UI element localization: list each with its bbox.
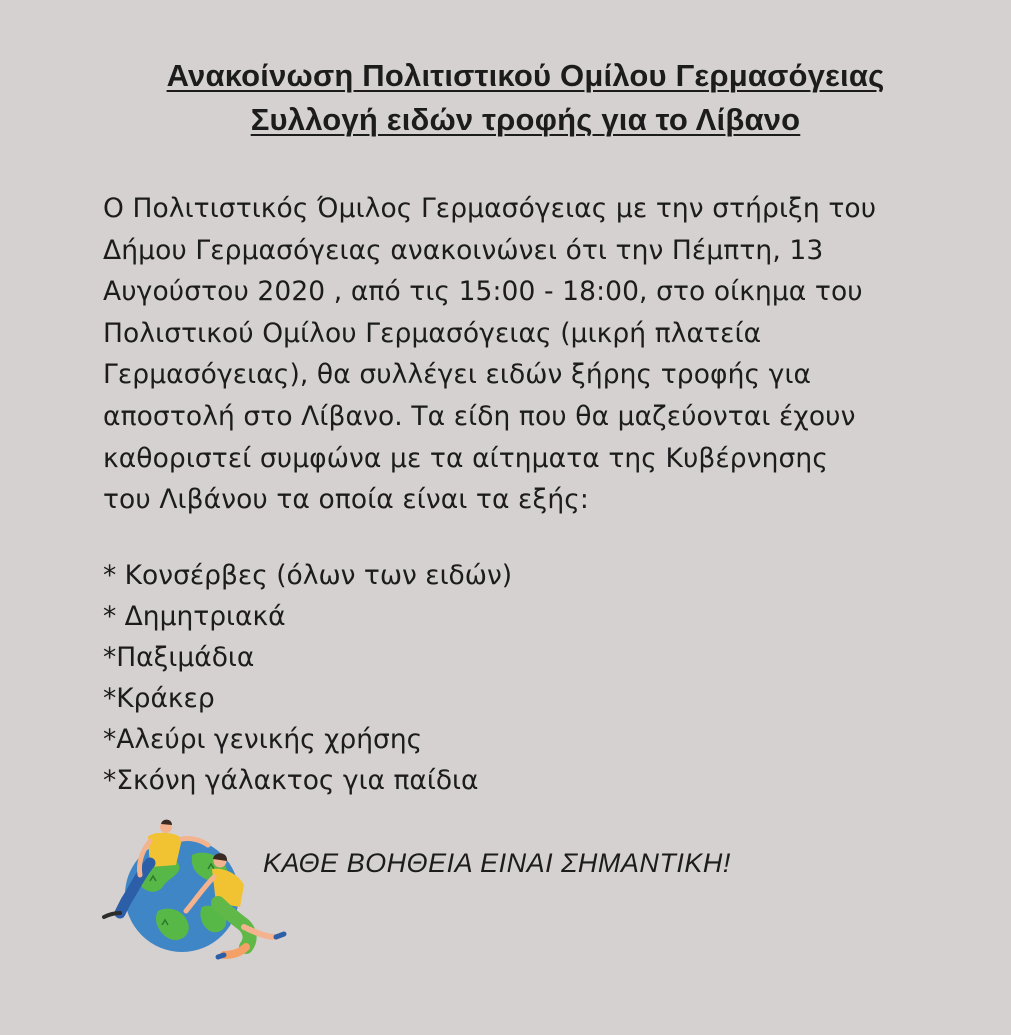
body-line: Γερμασόγειας), θα συλλέγει ειδών ξήρης τροφής για — [103, 359, 812, 391]
announcement-body — [103, 188, 993, 521]
body-line: καθοριστεί συμφώνα με τα αίτηματα της Κυβέρνησης — [103, 442, 828, 474]
body-line: αποστολή στο Λίβανο. Τα είδη που θα μαζεύονται έχουν — [103, 400, 856, 432]
food-items-list — [103, 555, 512, 801]
people-hugging-globe-icon — [100, 815, 290, 965]
list-item: *Παξιμάδια — [103, 642, 255, 673]
announcement-subtitle: Συλλογή ειδών τροφής για το Λίβανο — [250, 102, 801, 137]
announcement-title: Ανακοίνωση Πολιτιστικού Ομίλου Γερμασόγειας — [166, 58, 885, 93]
list-item: * Κονσέρβες (όλων των ειδών) — [103, 560, 513, 591]
body-line: Ο Πολιτιστικός Όμιλος Γερμασόγειας με την στήριξη του — [103, 193, 877, 224]
body-line: Αυγούστου 2020 , από τις 15:00 - 18:00, στο οίκημα του — [103, 276, 863, 308]
list-item: *Σκόνη γάλακτος για παίδια — [103, 765, 479, 796]
body-line: Πολιστικού Ομίλου Γερμασόγειας (μικρή πλατεία — [103, 317, 762, 349]
announcement-header — [0, 54, 1011, 142]
slogan-text: ΚΑΘΕ ΒΟΗΘΕΙΑ ΕΙΝΑΙ ΣΗΜΑΝΤΙΚΗ! — [263, 848, 731, 878]
list-item: *Κράκερ — [103, 683, 215, 714]
list-item: * Δημητριακά — [103, 601, 286, 632]
list-item: *Αλεύρι γενικής χρήσης — [103, 724, 423, 755]
body-line: του Λιβάνου τα οποία είναι τα εξής: — [103, 484, 589, 516]
body-line: Δήμου Γερμασόγειας ανακοινώνει ότι την Πέμπτη, 13 — [103, 234, 824, 266]
